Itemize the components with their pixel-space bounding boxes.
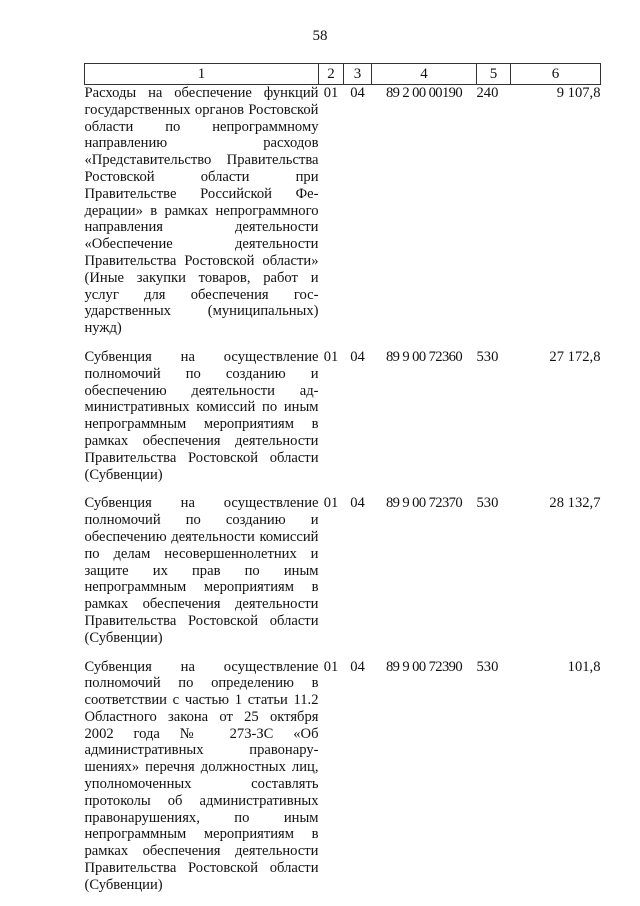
row-section-code: 01 xyxy=(323,495,339,512)
header-col-5: 5 xyxy=(477,64,511,85)
row-subsection-code: 04 xyxy=(350,348,365,365)
row-target-code: 89 9 00 72370 xyxy=(385,495,463,512)
header-col-6: 6 xyxy=(511,64,601,85)
header-col-3: 3 xyxy=(344,64,372,85)
row-description: Субвенция на осуществление полномочий по созданию и обеспечению деятельности административных комиссий по иным непрограммным мероприятиям в рамках обеспечения деятельности Правительства Ростовской области (Субвенции) xyxy=(84,348,319,483)
row-subsection-code: 04 xyxy=(350,495,365,512)
row-amount: 27 172,8 xyxy=(549,348,601,365)
row-target-code: 89 9 00 72390 xyxy=(385,658,463,675)
page-number: 58 xyxy=(312,28,328,44)
row-description: Расходы на обеспечение функций государственных органов Ростовской области по непрограммному направлению расходов «Представительство Правительства Ростовской области при Правительстве Российской Федерации» в рамках непрограммного направления деятельности «Обеспечение деятельности Правительства Ростовской области» (Иные закупки товаров, работ и услуг для обеспечения государственных (муниципальных) нужд) xyxy=(84,85,319,337)
row-expense-type: 240 xyxy=(476,85,499,101)
row-target-code: 89 2 00 00190 xyxy=(385,85,463,101)
header-col-2: 2 xyxy=(319,64,344,85)
row-expense-type: 530 xyxy=(476,658,499,675)
table-header-row xyxy=(85,64,601,85)
row-description: Субвенция на осуществление полномочий по определению в соответствии с частью 1 статьи 11.2 Областного закона от 25 октября 2002 года № 273-ЗС «Об административных правонарушениях» перечня должностных лиц, уполномоченных составлять протоколы об административных правонарушениях, по иным непрограммным мероприятиям в рамках обеспечения деятельности Правительства Ростовской области (Субвенции) xyxy=(84,658,319,893)
row-section-code: 01 xyxy=(323,348,339,365)
header-col-4: 4 xyxy=(372,64,477,85)
row-subsection-code: 04 xyxy=(350,658,365,675)
header-col-1: 1 xyxy=(85,64,319,85)
row-subsection-code: 04 xyxy=(350,85,365,101)
row-amount: 9 107,8 xyxy=(556,85,601,101)
table-row xyxy=(85,495,601,658)
row-expense-type: 530 xyxy=(476,495,499,512)
table-row xyxy=(85,349,601,495)
row-target-code: 89 9 00 72360 xyxy=(385,348,463,365)
table-row xyxy=(85,85,601,349)
row-expense-type: 530 xyxy=(476,348,499,365)
budget-table xyxy=(84,63,601,906)
row-section-code: 01 xyxy=(323,658,339,675)
row-amount: 101,8 xyxy=(567,658,601,675)
row-amount: 28 132,7 xyxy=(549,495,601,512)
table-row xyxy=(85,659,601,906)
row-description: Субвенция на осуществление полномочий по созданию и обеспечению деятельности комиссий по делам несовершеннолетних и защите их прав по иным непрограммным мероприятиям в рамках обеспечения деятельности Правительства Ростовской области (Субвенции) xyxy=(84,495,319,646)
row-section-code: 01 xyxy=(323,85,339,101)
